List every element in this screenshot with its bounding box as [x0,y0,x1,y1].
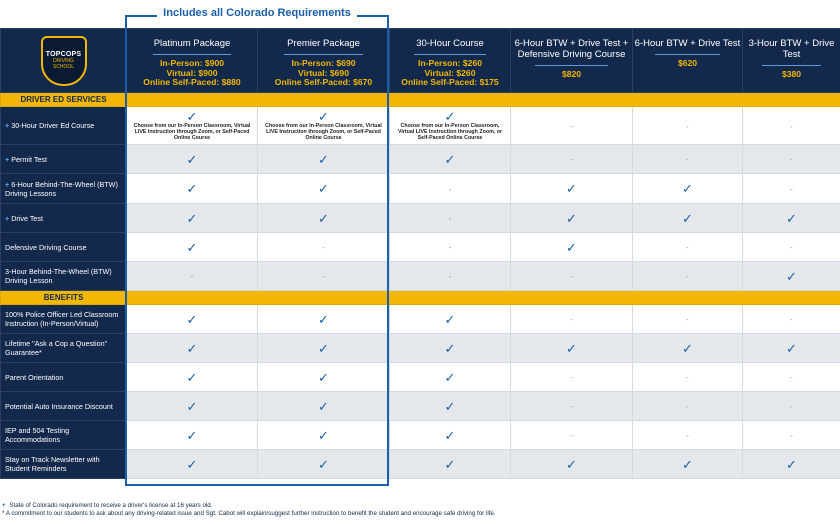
section-bar [127,93,840,107]
dash-icon: - [790,243,793,252]
feature-label-text: Potential Auto Insurance Discount [5,401,113,411]
dash-icon: - [448,184,452,194]
included-cell [127,363,258,392]
included-cell [511,233,633,262]
state-requirement-marker: + [5,121,10,130]
section-title: DRIVER ED SERVICES [1,93,127,107]
dash-icon: - [570,431,573,440]
included-cell [390,145,511,174]
dash-icon: - [686,431,689,440]
feature-label [1,334,127,363]
not-included-cell [633,421,743,450]
checkmark-icon: ✓ [186,398,198,414]
not-included-cell [511,262,633,291]
feature-label [1,363,127,392]
table-row [1,145,840,174]
not-included-cell [633,233,743,262]
included-cell [127,145,258,174]
checkmark-icon: ✓ [318,151,329,167]
dash-icon: - [686,373,689,382]
checkmark-icon: ✓ [318,427,329,443]
included-cell [258,363,390,392]
feature-label-text: 30-Hour Driver Ed Course [11,121,95,130]
checkmark-icon: ✓ [186,108,198,124]
dash-icon: - [686,155,689,164]
checkmark-icon: ✓ [444,151,456,167]
checkmark-icon: ✓ [444,340,456,356]
checkmark-icon: ✓ [186,210,198,226]
not-included-cell [743,174,840,204]
checkmark-icon: ✓ [444,456,456,472]
checkmark-icon: ✓ [186,427,198,443]
dash-icon: - [790,184,793,194]
state-requirement-marker: + [5,213,10,223]
checkmark-icon: ✓ [682,340,693,356]
included-cell [390,334,511,363]
included-cell [743,450,840,479]
header-divider [762,65,820,66]
checkmark-icon: ✓ [786,210,797,226]
included-cell [127,107,258,145]
table-row [1,233,840,262]
included-cell [743,262,840,291]
dash-icon: - [790,155,793,164]
package-price: $620 [677,58,698,68]
not-included-cell [633,107,743,145]
dash-icon: - [686,243,689,252]
column-3hr-btw-drive-test [743,29,840,93]
logo-cell [1,29,127,93]
checkmark-icon: ✓ [786,268,797,284]
dash-icon: - [686,121,689,131]
header-divider [153,54,231,55]
checkmark-icon: ✓ [682,181,693,196]
included-cell [127,450,258,479]
package-price: $380 [781,69,802,79]
checkmark-icon: ✓ [682,456,693,472]
not-included-cell [511,363,633,392]
included-cell [743,334,840,363]
package-name: 6-Hour BTW + Drive Test + Defensive Driving Course [514,38,629,60]
checkmark-icon: ✓ [444,369,456,385]
included-cell [258,334,390,363]
package-name: Premier Package [287,38,360,49]
checkmark-icon: ✓ [186,311,198,327]
header-row [1,29,840,93]
not-included-cell [743,107,840,145]
column-platinum [127,29,258,93]
section-header-row [1,93,840,107]
table-row [1,421,840,450]
feature-label [1,305,127,334]
table-row [1,204,840,233]
included-cell [743,204,840,233]
checkmark-icon: ✓ [444,108,456,124]
feature-label [1,145,127,174]
not-included-cell [511,305,633,334]
header-divider [535,65,608,66]
package-price: Online Self-Paced: $880 [143,77,241,87]
checkmark-icon: ✓ [444,427,456,443]
dash-icon: - [190,272,194,281]
header-divider [284,54,363,55]
included-cell [127,421,258,450]
package-price: In-Person: $260 [418,58,482,68]
course-format-note: Choose from our In-Person Classroom, Virtual LIVE Instruction through Zoom, or Self-Paced Online Course [133,122,251,142]
package-name: Platinum Package [153,38,231,49]
checkmark-icon: ✓ [186,340,198,356]
included-cell [633,174,743,204]
not-included-cell [258,233,390,262]
included-cell [127,204,258,233]
table-row [1,305,840,334]
dash-icon: - [790,121,793,131]
included-cell [258,450,390,479]
included-cell [390,363,511,392]
checkmark-icon: ✓ [444,398,456,414]
checkmark-icon: ✓ [186,456,198,472]
not-included-cell [743,363,840,392]
package-price: In-Person: $690 [291,58,356,68]
not-included-cell [390,204,511,233]
not-included-cell [390,174,511,204]
feature-label-text: Permit Test [11,154,48,164]
package-price: Online Self-Paced: $175 [401,77,499,87]
dash-icon: - [790,402,793,411]
feature-label-text: Drive Test [11,213,44,223]
footnote-state-requirement: + State of Colorado requirement to receive a driver's license at 16 years old. [2,502,213,509]
feature-label [1,107,127,145]
dash-icon: - [570,155,573,164]
package-price: $820 [561,69,582,79]
package-name: 30-Hour Course [416,38,484,49]
included-cell [258,305,390,334]
included-cell [127,174,258,204]
package-name: 3-Hour BTW + Drive Test [748,38,835,60]
feature-label-text: Lifetime "Ask a Cop a Question" Guarantee* [5,339,108,357]
not-included-cell [511,392,633,421]
checkmark-icon: ✓ [318,456,329,472]
column-premier [258,29,390,93]
checkmark-icon: ✓ [566,210,577,226]
not-included-cell [633,262,743,291]
dash-icon: - [790,431,793,440]
dash-icon: - [448,272,452,281]
feature-label [1,450,127,479]
feature-label-text: IEP and 504 Testing Accommodations [5,426,70,444]
not-included-cell [633,392,743,421]
header-divider [414,54,486,55]
table-row [1,262,840,291]
checkmark-icon: ✓ [566,181,577,196]
feature-label [1,392,127,421]
included-cell [127,305,258,334]
included-cell [258,392,390,421]
dash-icon: - [570,373,573,382]
package-price: Virtual: $260 [424,67,476,78]
feature-label [1,174,127,204]
included-cell [258,204,390,233]
section-bar [127,291,840,305]
feature-label [1,204,127,233]
feature-label-text: 3-Hour Behind-The-Wheel (BTW) Driving Lesson [5,267,112,285]
not-included-cell [743,421,840,450]
checkmark-icon: ✓ [682,210,693,226]
package-price: In-Person: $900 [160,58,224,68]
section-header-row [1,291,840,305]
course-format-note: Choose from our In-Person Classroom, Virtual LIVE Instruction through Zoom, or Self-Paced Online Course [397,122,503,142]
table-row [1,392,840,421]
not-included-cell [258,262,390,291]
checkmark-icon: ✓ [318,210,329,226]
table-row [1,363,840,392]
dash-icon: - [448,243,452,252]
column-30-hour [390,29,511,93]
package-price: Virtual: $690 [298,67,349,78]
not-included-cell [511,145,633,174]
included-cell [390,421,511,450]
feature-label-text: 100% Police Officer Led Classroom Instruction (In-Person/Virtual) [5,310,119,328]
topcops-logo: TOPCOPS DRIVING SCHOOL [41,36,87,86]
footnotes [2,502,838,517]
not-included-cell [743,233,840,262]
included-cell [390,450,511,479]
dash-icon: - [570,315,573,324]
not-included-cell [743,145,840,174]
footnote-ask-a-cop: * A commitment to our students to ask about any driving-related issue and Sgt. Cabot will explain/suggest further instruction to benefit the student and encourage safe driving for life. [2,509,496,517]
not-included-cell [511,107,633,145]
not-included-cell [511,421,633,450]
checkmark-icon: ✓ [318,311,329,327]
checkmark-icon: ✓ [186,369,198,385]
checkmark-icon: ✓ [786,456,797,472]
checkmark-icon: ✓ [566,456,577,472]
package-price: Virtual: $900 [166,67,218,78]
checkmark-icon: ✓ [444,311,456,327]
included-cell [390,107,511,145]
dash-icon: - [790,315,793,324]
feature-label-text: Stay on Track Newsletter with Student Reminders [5,455,100,473]
included-cell [511,450,633,479]
column-6hr-btw-drive-test-defensive [511,29,633,93]
included-cell [258,421,390,450]
included-cell [258,174,390,204]
table-row [1,334,840,363]
column-6hr-btw-drive-test [633,29,743,93]
checkmark-icon: ✓ [186,151,198,167]
checkmark-icon: ✓ [318,340,329,356]
checkmark-icon: ✓ [786,340,797,356]
checkmark-icon: ✓ [318,369,329,385]
feature-label-text: 6-Hour Behind-The-Wheel (BTW) Driving Lessons [5,179,118,198]
table-row [1,174,840,204]
package-name: 6-Hour BTW + Drive Test [634,38,741,49]
not-included-cell [743,392,840,421]
feature-label [1,262,127,291]
checkmark-icon: ✓ [566,340,577,356]
header-divider [655,54,720,55]
checkmark-icon: ✓ [318,108,329,124]
dash-icon: - [686,402,689,411]
state-requirement-marker: + [5,179,10,189]
colorado-requirements-banner: Includes all Colorado Requirements [125,7,389,23]
dash-icon: - [570,402,573,411]
not-included-cell [743,305,840,334]
not-included-cell [633,363,743,392]
dash-icon: - [322,272,325,281]
included-cell [633,450,743,479]
feature-label [1,233,127,262]
dash-icon: - [686,315,689,324]
included-cell [127,233,258,262]
package-comparison-table [0,28,840,479]
dash-icon: - [322,243,325,252]
checkmark-icon: ✓ [186,181,198,196]
dash-icon: - [790,373,793,382]
included-cell [633,334,743,363]
feature-label-text: Defensive Driving Course [5,242,87,252]
included-cell [390,305,511,334]
checkmark-icon: ✓ [318,398,329,414]
included-cell [258,145,390,174]
included-cell [633,204,743,233]
checkmark-icon: ✓ [186,239,198,255]
table-row [1,107,840,145]
package-price: Online Self-Paced: $670 [274,77,373,87]
state-requirement-marker: + [5,154,10,164]
dash-icon: - [448,214,452,223]
not-included-cell [633,305,743,334]
feature-label-text: Parent Orientation [5,372,64,382]
course-format-note: Choose from our In-Person Classroom, Virtual LIVE Instruction through Zoom, or Self-Paced Online Course [265,122,382,142]
dash-icon: - [570,272,573,281]
included-cell [511,174,633,204]
included-cell [127,392,258,421]
feature-label [1,421,127,450]
included-cell [511,204,633,233]
checkmark-icon: ✓ [566,239,577,255]
dash-icon: - [570,121,573,131]
dash-icon: - [686,272,689,281]
checkmark-icon: ✓ [318,181,329,196]
included-cell [127,334,258,363]
not-included-cell [390,233,511,262]
included-cell [258,107,390,145]
included-cell [511,334,633,363]
section-title: BENEFITS [1,291,127,305]
not-included-cell [633,145,743,174]
included-cell [390,392,511,421]
not-included-cell [127,262,258,291]
not-included-cell [390,262,511,291]
table-row [1,450,840,479]
